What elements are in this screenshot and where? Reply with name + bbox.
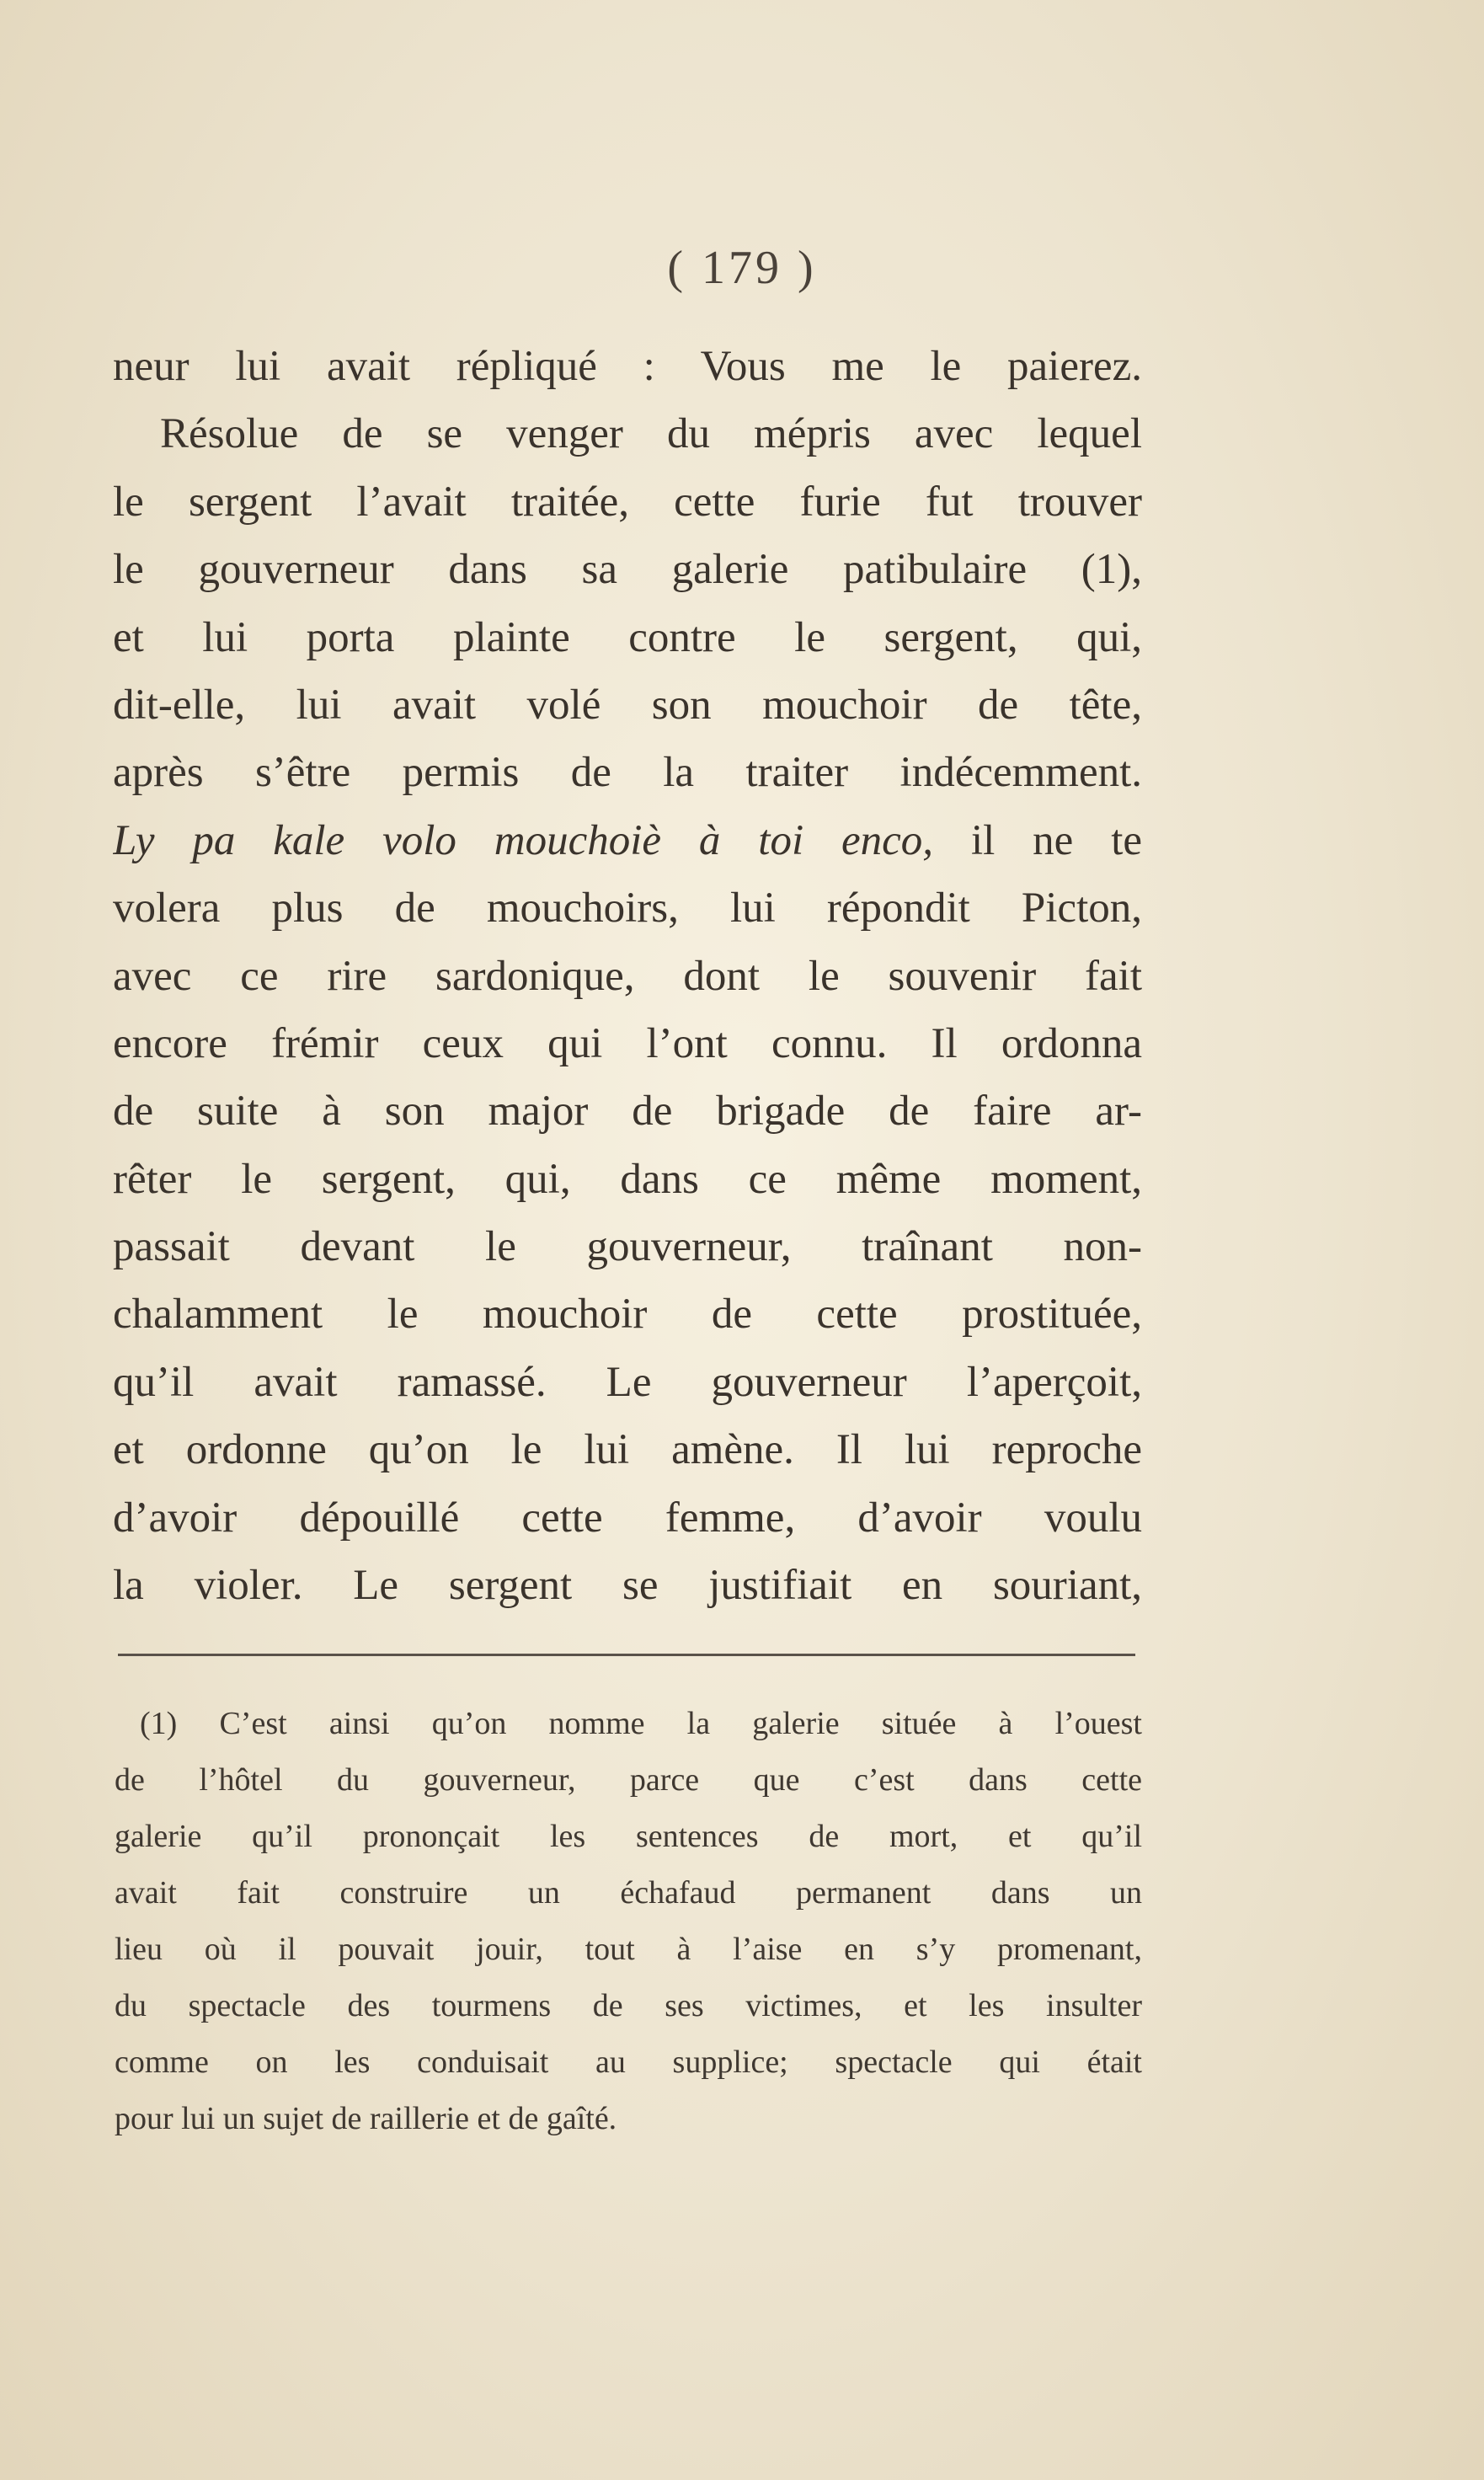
text-line: volera plus de mouchoirs, lui répondit Picton,	[113, 885, 1142, 933]
text-line: d’avoir dépouillé cette femme, d’avoir voulu	[113, 1494, 1142, 1542]
text-line: qu’il avait ramassé. Le gouverneur l’aperçoit,	[113, 1358, 1142, 1406]
text-line: avec ce rire sardonique, dont le souvenir fait	[113, 952, 1142, 1000]
text-line: le sergent l’avait traitée, cette furie fut trouver	[113, 478, 1142, 526]
text-line: Résolue de se venger du mépris avec lequel	[160, 410, 1142, 458]
footnote-line: avait fait construire un échafaud permanent dans un	[115, 1875, 1142, 1911]
text-line: après s’être permis de la traiter indécemment.	[113, 749, 1142, 797]
footnote-line: de l’hôtel du gouverneur, parce que c’est dans cette	[115, 1762, 1142, 1798]
text-line: le gouverneur dans sa galerie patibulaire (1),	[113, 546, 1142, 594]
footnote-line: comme on les conduisait au supplice; spectacle qui était	[115, 2044, 1142, 2080]
footnote-line: pour lui un sujet de raillerie et de gaîté.	[115, 2101, 617, 2136]
text-line: encore frémir ceux qui l’ont connu. Il ordonna	[113, 1019, 1142, 1067]
footnote-line: galerie qu’il prononçait les sentences de mort, et qu’il	[115, 1819, 1142, 1854]
text-line: passait devant le gouverneur, traînant non-	[113, 1223, 1142, 1271]
text-line: et lui porta plainte contre le sergent, qui,	[113, 613, 1142, 661]
text-line: neur lui avait répliqué : Vous me le paierez.	[113, 343, 1142, 390]
text-line: la violer. Le sergent se justifiait en souriant,	[113, 1562, 1142, 1610]
footnote-line: du spectacle des tourmens de ses victimes, et les insulter	[115, 1988, 1142, 2023]
text-fragment: il ne te	[933, 816, 1142, 864]
text-line-mixed	[113, 807, 1142, 874]
main-text	[113, 333, 1142, 1619]
page-number: ( 179 )	[667, 242, 817, 294]
footnote-line: lieu où il pouvait jouir, tout à l’aise en s’y promenant,	[115, 1932, 1142, 1967]
creole-quote: Ly pa kale volo mouchoiè à toi enco,	[113, 816, 934, 864]
footnote	[115, 1696, 1142, 2147]
text-line: chalamment le mouchoir de cette prostituée,	[113, 1291, 1142, 1339]
text-line: dit-elle, lui avait volé son mouchoir de tête,	[113, 681, 1142, 729]
text-line: rêter le sergent, qui, dans ce même moment,	[113, 1155, 1142, 1203]
footnote-line: (1) C’est ainsi qu’on nomme la galerie située à l’ouest	[140, 1706, 1142, 1741]
text-line: de suite à son major de brigade de faire ar-	[113, 1088, 1142, 1136]
text-line: et ordonne qu’on le lui amène. Il lui reproche	[113, 1426, 1142, 1474]
footnote-divider	[118, 1654, 1135, 1656]
